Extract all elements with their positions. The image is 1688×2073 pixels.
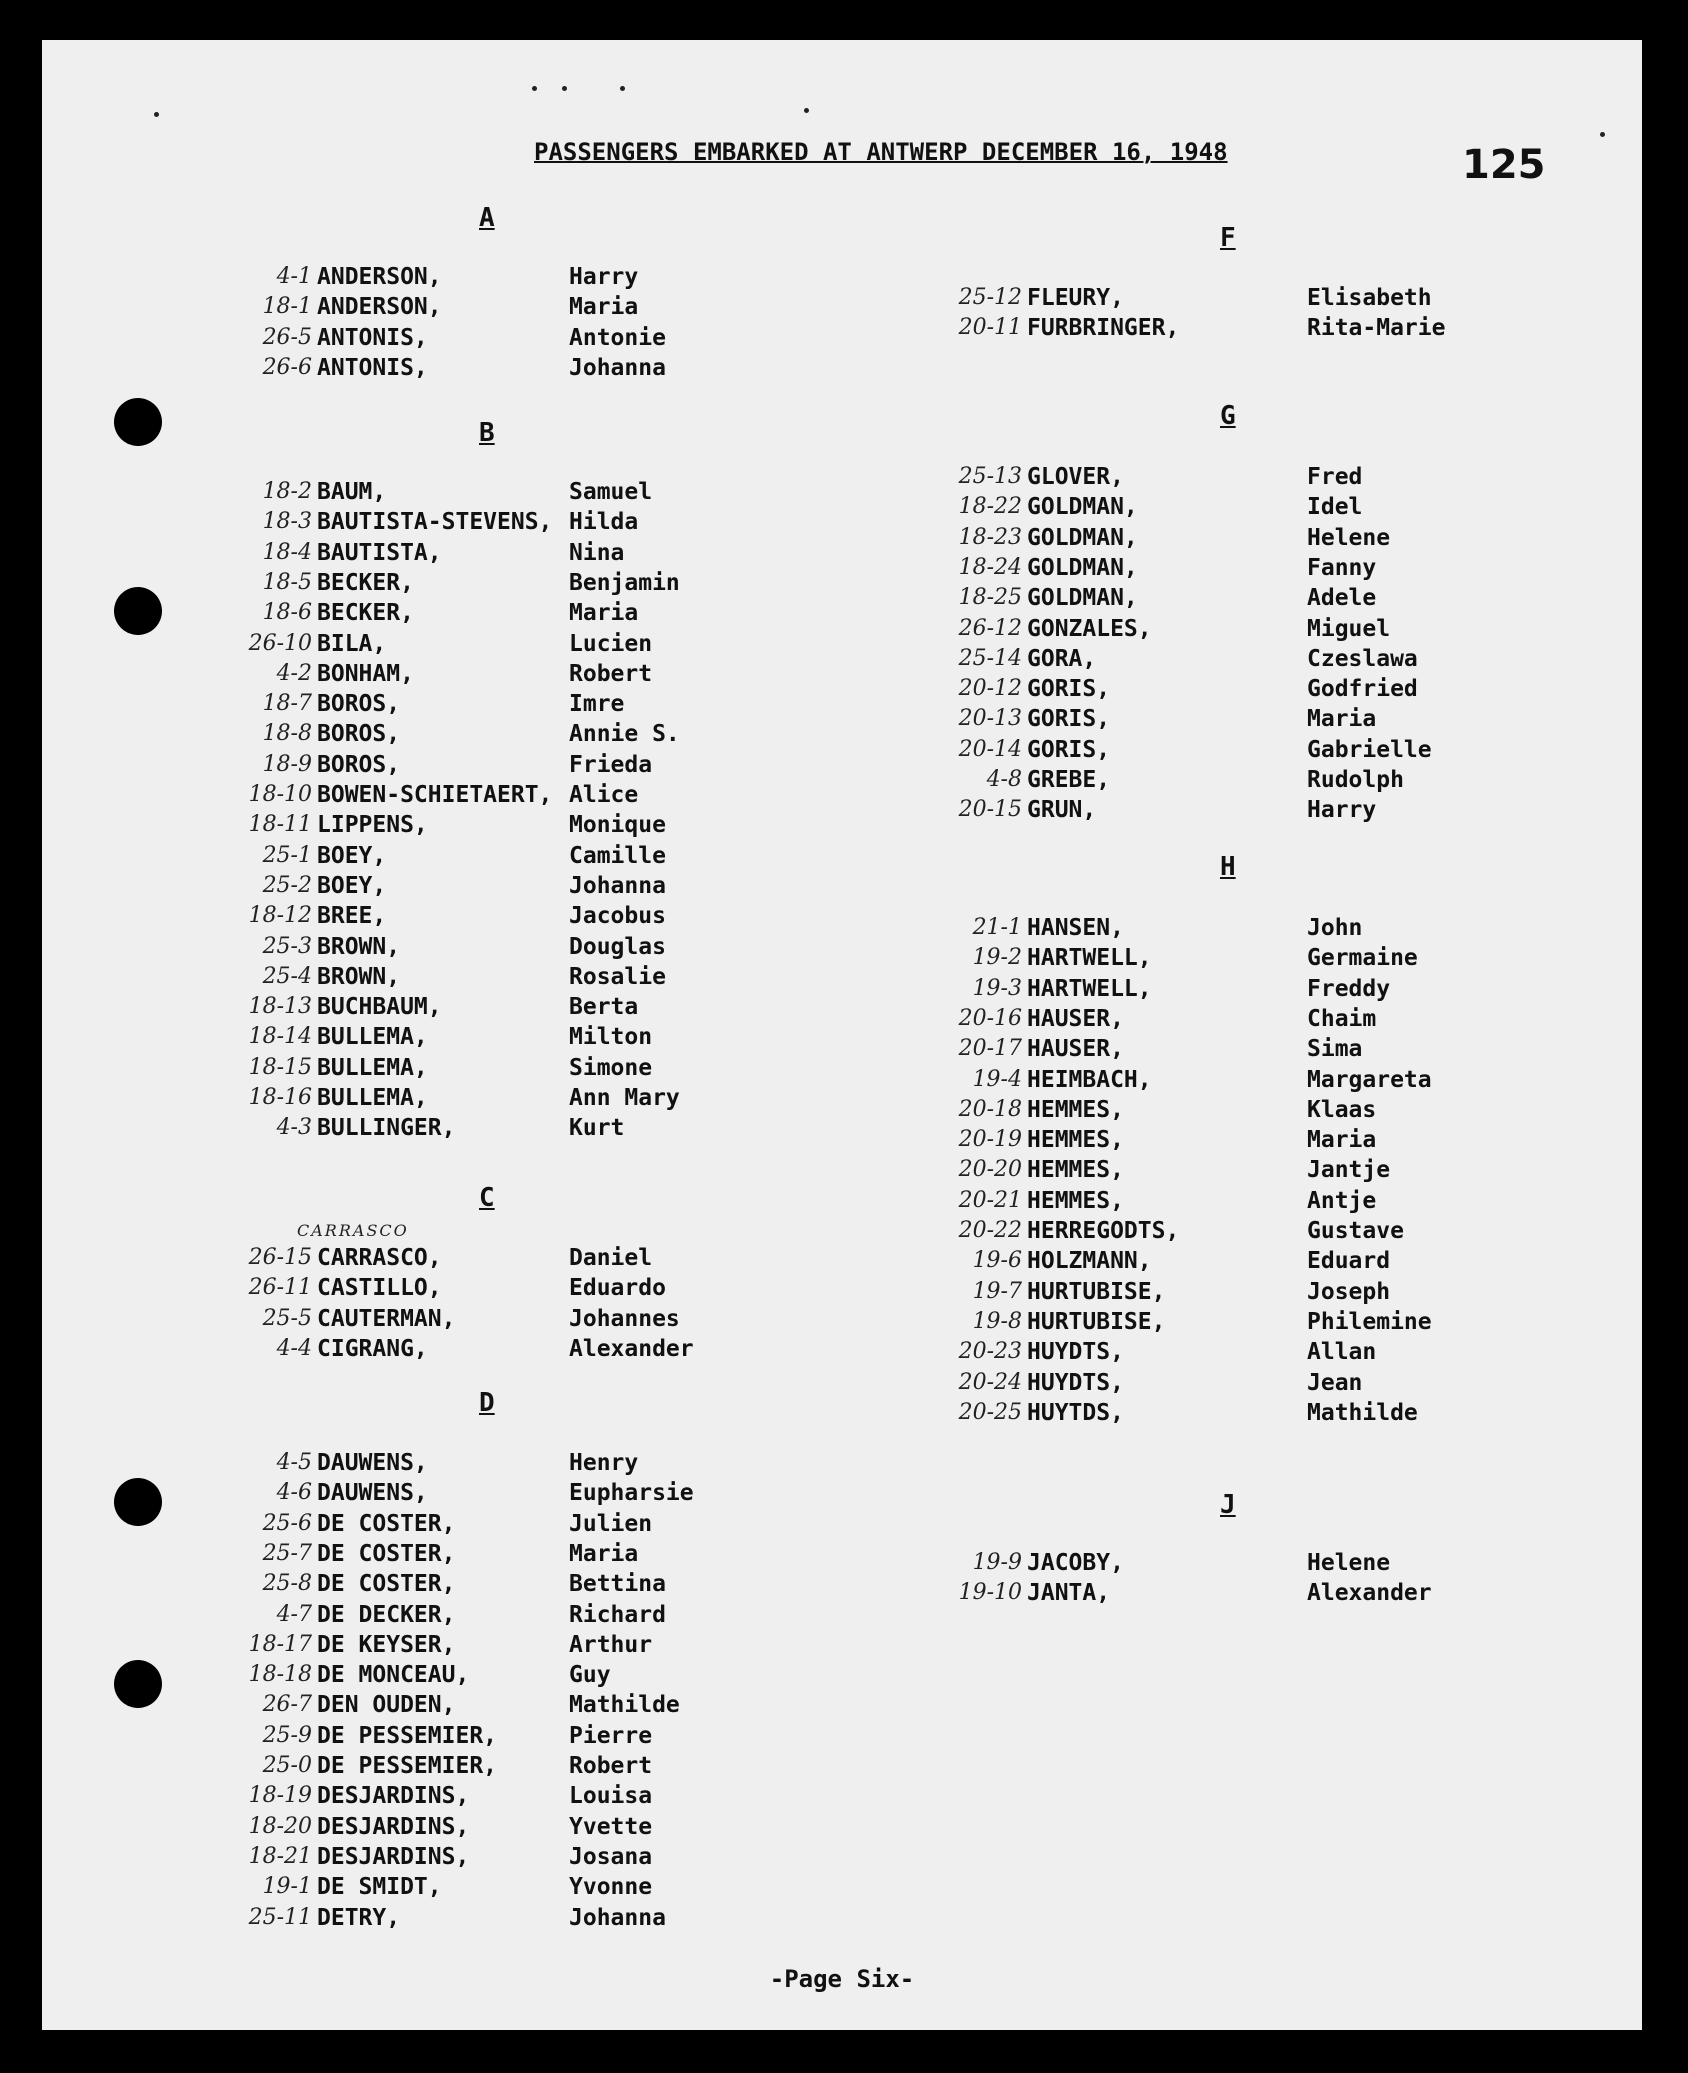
passenger-surname: BOROS, (317, 751, 401, 778)
passenger-given-name: Robert (569, 1753, 653, 1779)
page-footer: -Page Six- (769, 1965, 915, 1993)
passenger-surname: DAUWENS, (317, 1480, 428, 1507)
entry-number: 18-14 (248, 1024, 312, 1050)
entry-number: 18-4 (262, 539, 312, 565)
passenger-given-name: Yvette (569, 1813, 653, 1840)
entry-number: 18-11 (248, 812, 312, 838)
passenger-surname: HEMMES, (1027, 1157, 1124, 1184)
passenger-given-name: Imre (569, 691, 625, 718)
passenger-surname: HARTWELL, (1027, 975, 1152, 1002)
passenger-given-name: Simone (569, 1054, 653, 1081)
entry-number: 4-4 (276, 1335, 312, 1361)
passenger-given-name: Maria (1307, 706, 1377, 733)
passenger-given-name: Philemine (1307, 1308, 1432, 1335)
entry-number: 25-3 (262, 933, 312, 959)
entry-number: 20-25 (958, 1399, 1022, 1425)
passenger-surname: JANTA, (1027, 1580, 1111, 1607)
passenger-given-name: Helene (1307, 1550, 1391, 1576)
entry-number: 25-4 (262, 963, 312, 989)
passenger-given-name: Alice (569, 782, 639, 808)
passenger-surname: DE PESSEMIER, (317, 1753, 498, 1779)
entry-number: 21-1 (972, 915, 1022, 940)
passenger-given-name: Margareta (1307, 1066, 1432, 1093)
passenger-surname: DESJARDINS, (317, 1813, 470, 1840)
entry-number: 20-19 (958, 1127, 1022, 1153)
passenger-surname: FLEURY, (1027, 285, 1124, 311)
passenger-surname: CIGRANG, (317, 1335, 428, 1362)
passenger-given-name: Gustave (1307, 1218, 1404, 1244)
passenger-surname: BONHAM, (317, 660, 414, 687)
entry-number: 19-6 (972, 1248, 1022, 1274)
passenger-surname: BOROS, (317, 691, 401, 718)
passenger-given-name: Sima (1307, 1036, 1363, 1063)
passenger-given-name: Jean (1307, 1369, 1363, 1396)
entry-number: 18-17 (248, 1631, 312, 1657)
passenger-given-name: Maria (569, 1540, 639, 1567)
passenger-given-name: Hilda (569, 509, 639, 536)
passenger-given-name: Fred (1307, 464, 1363, 490)
passenger-given-name: Daniel (569, 1245, 653, 1271)
passenger-surname: HANSEN, (1027, 915, 1124, 941)
passenger-surname: HEIMBACH, (1027, 1066, 1152, 1093)
passenger-surname: GOLDMAN, (1027, 585, 1138, 612)
passenger-surname: GREBE, (1027, 767, 1111, 793)
passenger-given-name: Frieda (569, 751, 653, 778)
entry-number: 18-6 (262, 600, 312, 626)
passenger-surname: DE SMIDT, (317, 1874, 442, 1901)
entry-number: 20-12 (958, 676, 1022, 702)
entry-number: 26-12 (958, 615, 1022, 641)
passenger-given-name: Julien (569, 1510, 653, 1537)
passenger-surname: BULLEMA, (317, 1054, 428, 1081)
passenger-given-name: Rudolph (1307, 767, 1404, 793)
passenger-given-name: Joseph (1307, 1278, 1391, 1305)
entry-number: 20-11 (958, 315, 1022, 341)
passenger-given-name: Mathilde (1307, 1399, 1418, 1426)
passenger-given-name: Alexander (569, 1335, 694, 1362)
passenger-given-name: Douglas (569, 933, 666, 960)
entry-number: 20-18 (958, 1096, 1022, 1122)
passenger-surname: GRUN, (1027, 797, 1097, 824)
passenger-given-name: Maria (569, 600, 639, 627)
punch-hole (114, 1478, 162, 1526)
passenger-given-name: Eduard (1307, 1248, 1391, 1275)
passenger-surname: ANTONIS, (317, 324, 428, 351)
entry-number: 18-21 (248, 1843, 312, 1869)
passenger-given-name: Alexander (1307, 1580, 1432, 1607)
passenger-surname: BECKER, (317, 600, 414, 627)
entry-number: 18-22 (958, 494, 1022, 520)
section-letter: G (1220, 401, 1236, 431)
passenger-surname: GORIS, (1027, 706, 1111, 733)
passenger-surname: DE MONCEAU, (317, 1662, 470, 1689)
passenger-given-name: Robert (569, 660, 653, 687)
passenger-surname: DESJARDINS, (317, 1843, 470, 1870)
entry-number: 18-7 (262, 691, 312, 717)
entry-number: 18-19 (248, 1783, 312, 1809)
passenger-surname: HUYDTS, (1027, 1339, 1124, 1366)
handwritten-correction: CARRASCO (297, 1221, 409, 1240)
entry-number: 25-1 (262, 842, 312, 868)
passenger-given-name: Fanny (1307, 554, 1377, 581)
entry-number: 25-9 (262, 1722, 312, 1748)
passenger-given-name: Rosalie (569, 963, 666, 990)
entry-number: 26-10 (248, 630, 312, 656)
passenger-surname: DE KEYSER, (317, 1631, 456, 1658)
passenger-surname: ANDERSON, (317, 264, 442, 290)
passenger-given-name: Ann Mary (569, 1085, 680, 1111)
entry-number: 4-2 (276, 660, 312, 686)
entry-number: 18-13 (248, 994, 312, 1020)
entry-number: 26-5 (262, 324, 312, 350)
passenger-surname: GORA, (1027, 645, 1097, 672)
entry-number: 19-8 (972, 1308, 1022, 1334)
entry-number: 4-1 (276, 264, 312, 289)
entry-number: 26-6 (262, 354, 312, 380)
passenger-given-name: Eduardo (569, 1275, 666, 1302)
passenger-surname: HEMMES, (1027, 1187, 1124, 1214)
passenger-given-name: Harry (1307, 797, 1377, 824)
passenger-surname: ANDERSON, (317, 294, 442, 321)
entry-number: 20-15 (958, 797, 1022, 823)
punch-hole (114, 398, 162, 446)
entry-number: 20-17 (958, 1036, 1022, 1062)
passenger-surname: HUYDTS, (1027, 1369, 1124, 1396)
passenger-given-name: Nina (569, 539, 625, 566)
passenger-given-name: Berta (569, 994, 639, 1021)
section-letter: D (479, 1388, 495, 1418)
passenger-given-name: Gabrielle (1307, 736, 1432, 763)
passenger-given-name: Germaine (1307, 945, 1418, 972)
passenger-surname: HERREGODTS, (1027, 1218, 1180, 1244)
page-title: PASSENGERS EMBARKED AT ANTWERP DECEMBER 16, 1948 (534, 138, 1228, 166)
entry-number: 19-1 (262, 1874, 312, 1900)
section-letter: C (479, 1183, 495, 1213)
entry-number: 25-11 (248, 1904, 312, 1930)
entry-number: 18-9 (262, 751, 312, 777)
entry-number: 20-13 (958, 706, 1022, 732)
passenger-surname: GORIS, (1027, 676, 1111, 703)
entry-number: 18-18 (248, 1662, 312, 1688)
passenger-given-name: Mathilde (569, 1692, 680, 1719)
entry-number: 25-8 (262, 1571, 312, 1597)
passenger-given-name: Jacobus (569, 903, 666, 930)
passenger-surname: HEMMES, (1027, 1096, 1124, 1123)
page-number: 125 (1462, 142, 1546, 188)
entry-number: 20-24 (958, 1369, 1022, 1395)
passenger-given-name: Camille (569, 842, 666, 869)
entry-number: 20-21 (958, 1187, 1022, 1213)
entry-number: 20-20 (958, 1157, 1022, 1183)
entry-number: 18-8 (262, 721, 312, 747)
passenger-surname: BILA, (317, 630, 387, 657)
passenger-given-name: Maria (1307, 1127, 1377, 1154)
passenger-surname: BOEY, (317, 872, 387, 899)
entry-number: 18-23 (958, 524, 1022, 550)
passenger-given-name: Chaim (1307, 1005, 1377, 1032)
passenger-surname: DE PESSEMIER, (317, 1722, 498, 1749)
passenger-surname: HEMMES, (1027, 1127, 1124, 1154)
entry-number: 25-12 (958, 285, 1022, 310)
passenger-surname: BROWN, (317, 933, 401, 960)
passenger-surname: CAUTERMAN, (317, 1305, 456, 1332)
entry-number: 26-7 (262, 1692, 312, 1718)
passenger-given-name: Rita-Marie (1307, 315, 1446, 342)
entry-number: 19-3 (972, 975, 1022, 1001)
passenger-surname: GONZALES, (1027, 615, 1152, 642)
passenger-surname: HAUSER, (1027, 1005, 1124, 1032)
passenger-given-name: Samuel (569, 479, 653, 505)
entry-number: 18-15 (248, 1054, 312, 1080)
passenger-surname: DE DECKER, (317, 1601, 456, 1628)
passenger-surname: GOLDMAN, (1027, 554, 1138, 581)
passenger-given-name: Bettina (569, 1571, 666, 1598)
passenger-surname: BROWN, (317, 963, 401, 990)
passenger-surname: DE COSTER, (317, 1540, 456, 1567)
passenger-surname: BECKER, (317, 569, 414, 596)
passenger-surname: DE COSTER, (317, 1571, 456, 1598)
passenger-given-name: Allan (1307, 1339, 1377, 1366)
passenger-given-name: Richard (569, 1601, 666, 1628)
passenger-surname: HURTUBISE, (1027, 1278, 1166, 1305)
entry-number: 4-6 (276, 1480, 312, 1506)
passenger-given-name: John (1307, 915, 1363, 941)
passenger-surname: DESJARDINS, (317, 1783, 470, 1810)
passenger-surname: HURTUBISE, (1027, 1308, 1166, 1335)
passenger-given-name: Johanna (569, 872, 666, 899)
passenger-surname: BULLEMA, (317, 1085, 428, 1111)
entry-number: 19-9 (972, 1550, 1022, 1575)
passenger-given-name: Czeslawa (1307, 645, 1418, 672)
passenger-surname: BOWEN-SCHIETAERT, (317, 782, 553, 808)
entry-number: 18-5 (262, 569, 312, 595)
passenger-surname: BUCHBAUM, (317, 994, 442, 1021)
passenger-given-name: Jantje (1307, 1157, 1391, 1184)
section-letter: F (1220, 223, 1236, 253)
section-letter: J (1220, 1490, 1236, 1520)
entry-number: 26-11 (248, 1275, 312, 1301)
passenger-surname: CASTILLO, (317, 1275, 442, 1302)
passenger-given-name: Miguel (1307, 615, 1391, 642)
entry-number: 18-16 (248, 1085, 312, 1110)
entry-number: 4-8 (986, 767, 1022, 792)
passenger-given-name: Benjamin (569, 569, 680, 596)
passenger-surname: DE COSTER, (317, 1510, 456, 1537)
passenger-surname: BAUM, (317, 479, 387, 505)
entry-number: 18-24 (958, 554, 1022, 580)
entry-number: 20-16 (958, 1005, 1022, 1031)
passenger-given-name: Johannes (569, 1305, 680, 1332)
passenger-given-name: Milton (569, 1024, 653, 1051)
passenger-given-name: Lucien (569, 630, 653, 657)
passenger-given-name: Antonie (569, 324, 666, 351)
passenger-surname: BOROS, (317, 721, 401, 748)
passenger-given-name: Josana (569, 1843, 653, 1870)
passenger-surname: DETRY, (317, 1904, 401, 1931)
passenger-surname: HOLZMANN, (1027, 1248, 1152, 1275)
passenger-given-name: Eupharsie (569, 1480, 694, 1507)
passenger-surname: GOLDMAN, (1027, 524, 1138, 551)
passenger-surname: GLOVER, (1027, 464, 1124, 490)
entry-number: 18-20 (248, 1813, 312, 1839)
passenger-given-name: Freddy (1307, 975, 1391, 1002)
passenger-surname: BULLINGER, (317, 1115, 456, 1142)
entry-number: 18-25 (958, 585, 1022, 611)
passenger-given-name: Arthur (569, 1631, 653, 1658)
entry-number: 25-5 (262, 1305, 312, 1331)
entry-number: 19-2 (972, 945, 1022, 971)
entry-number: 4-3 (276, 1115, 312, 1141)
passenger-surname: JACOBY, (1027, 1550, 1124, 1576)
passenger-surname: HARTWELL, (1027, 945, 1152, 972)
passenger-given-name: Kurt (569, 1115, 625, 1142)
passenger-surname: LIPPENS, (317, 812, 428, 839)
passenger-given-name: Pierre (569, 1722, 653, 1749)
entry-number: 20-23 (958, 1339, 1022, 1365)
passenger-surname: BOEY, (317, 842, 387, 869)
passenger-surname: GOLDMAN, (1027, 494, 1138, 521)
passenger-given-name: Annie S. (569, 721, 680, 748)
passenger-surname: HAUSER, (1027, 1036, 1124, 1063)
punch-hole (114, 1660, 162, 1708)
passenger-given-name: Johanna (569, 1904, 666, 1931)
section-letter: H (1220, 852, 1236, 882)
entry-number: 18-2 (262, 479, 312, 504)
passenger-surname: CARRASCO, (317, 1245, 442, 1271)
passenger-surname: HUYTDS, (1027, 1399, 1124, 1426)
entry-number: 4-7 (276, 1601, 312, 1627)
entry-number: 4-5 (276, 1450, 312, 1475)
passenger-given-name: Helene (1307, 524, 1391, 551)
passenger-surname: BAUTISTA, (317, 539, 442, 566)
entry-number: 25-13 (958, 464, 1022, 489)
entry-number: 19-7 (972, 1278, 1022, 1304)
passenger-given-name: Louisa (569, 1783, 653, 1810)
entry-number: 20-14 (958, 736, 1022, 762)
passenger-surname: DEN OUDEN, (317, 1692, 456, 1719)
entry-number: 25-7 (262, 1540, 312, 1566)
passenger-given-name: Johanna (569, 354, 666, 381)
entry-number: 18-1 (262, 294, 312, 320)
passenger-surname: BAUTISTA-STEVENS, (317, 509, 553, 536)
passenger-given-name: Guy (569, 1662, 611, 1689)
passenger-surname: BULLEMA, (317, 1024, 428, 1051)
entry-number: 18-3 (262, 509, 312, 535)
entry-number: 25-6 (262, 1510, 312, 1536)
section-letter: A (479, 203, 495, 233)
passenger-given-name: Klaas (1307, 1096, 1377, 1123)
passenger-given-name: Idel (1307, 494, 1363, 521)
document-page (42, 40, 1642, 2030)
entry-number: 25-14 (958, 645, 1022, 671)
entry-number: 25-2 (262, 872, 312, 898)
passenger-given-name: Maria (569, 294, 639, 321)
passenger-surname: GORIS, (1027, 736, 1111, 763)
passenger-given-name: Adele (1307, 585, 1377, 612)
passenger-surname: ANTONIS, (317, 354, 428, 381)
passenger-surname: DAUWENS, (317, 1450, 428, 1476)
entry-number: 20-22 (958, 1218, 1022, 1243)
passenger-given-name: Henry (569, 1450, 639, 1476)
section-letter: B (479, 418, 495, 448)
passenger-given-name: Harry (569, 264, 639, 290)
passenger-surname: FURBRINGER, (1027, 315, 1180, 342)
passenger-given-name: Yvonne (569, 1874, 653, 1901)
entry-number: 18-10 (248, 782, 312, 807)
passenger-given-name: Monique (569, 812, 666, 839)
entry-number: 26-15 (248, 1245, 312, 1270)
passenger-given-name: Elisabeth (1307, 285, 1432, 311)
entry-number: 18-12 (248, 903, 312, 929)
entry-number: 19-10 (958, 1580, 1022, 1606)
passenger-given-name: Antje (1307, 1187, 1377, 1214)
entry-number: 19-4 (972, 1066, 1022, 1092)
entry-number: 25-0 (262, 1753, 312, 1778)
punch-hole (114, 587, 162, 635)
passenger-given-name: Godfried (1307, 676, 1418, 703)
passenger-surname: BREE, (317, 903, 387, 930)
